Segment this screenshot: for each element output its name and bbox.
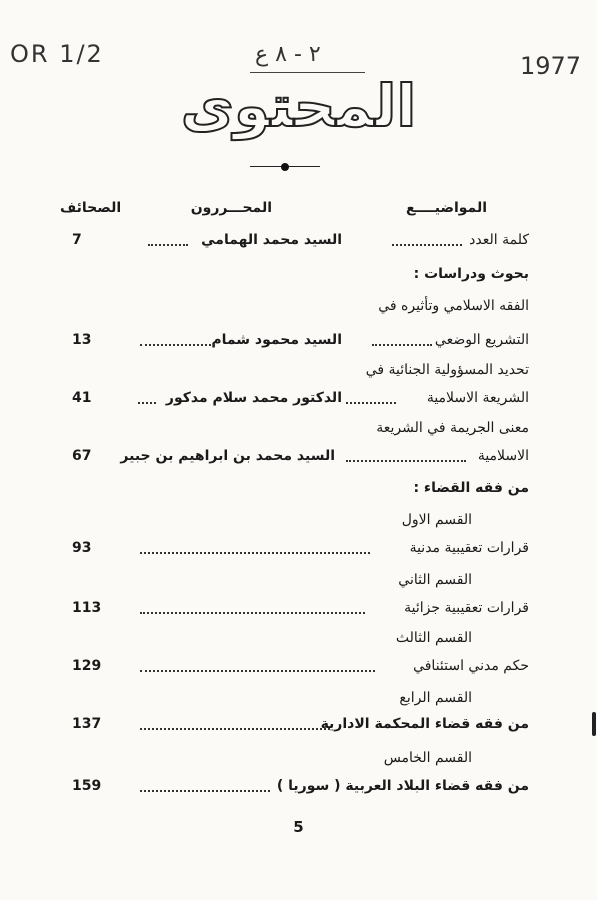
toc-row: [0, 690, 597, 714]
title-ornament: [250, 162, 320, 172]
toc-subject: قرارات تعقيبية مدنية: [409, 540, 529, 556]
toc-page: 113: [72, 600, 102, 616]
handwritten-issue-note: ٢ - ٨ ع: [255, 42, 321, 67]
toc-subject: الاسلامية: [477, 448, 529, 464]
toc-page: 159: [72, 778, 102, 794]
toc-author: السيد محمد الهمامي: [201, 232, 342, 248]
header-editors: المحـــررون: [190, 200, 272, 216]
dot-leader: [392, 244, 462, 246]
toc-page: 137: [72, 716, 102, 732]
toc-subject: الفقه الاسلامي وتأثيره في: [378, 298, 529, 314]
toc-page: 41: [72, 390, 92, 406]
toc-row: [0, 600, 597, 624]
toc-subject: كلمة العدد: [469, 232, 529, 248]
dot-leader: [140, 728, 330, 730]
toc-page: 93: [72, 540, 92, 556]
dot-leader: [148, 244, 188, 246]
toc-row: [0, 778, 597, 802]
toc-subject: من فقه قضاء المحكمة الادارية: [320, 716, 529, 732]
toc-row: [0, 750, 597, 774]
scan-edge-mark: [592, 712, 596, 736]
toc-row: [0, 512, 597, 536]
column-headers: [0, 200, 597, 224]
toc-row: [0, 480, 597, 504]
header-pages: الصحائف: [60, 200, 122, 216]
dot-leader: [140, 790, 270, 792]
toc-part-label: القسم الثاني: [398, 572, 472, 588]
toc-subject: معنى الجريمة في الشريعة: [376, 420, 529, 436]
toc-author: السيد محمد بن ابراهيم بن جبير: [120, 448, 335, 464]
toc-author: الدكتور محمد سلام مدكور: [165, 390, 342, 406]
toc-row: [0, 572, 597, 596]
handwritten-year: 1977: [520, 52, 582, 80]
toc-part-label: القسم الخامس: [383, 750, 472, 766]
dot-leader: [346, 460, 466, 462]
toc-row: [0, 332, 597, 356]
toc-row: [0, 298, 597, 322]
toc-subject: الشريعة الاسلامية: [426, 390, 529, 406]
dot-leader: [140, 670, 375, 672]
toc-subject: حكم مدني استئنافي: [413, 658, 529, 674]
toc-author: السيد محمود شمام: [211, 332, 342, 348]
toc-row: [0, 658, 597, 682]
toc-part-label: القسم الاول: [401, 512, 472, 528]
toc-part-label: القسم الرابع: [399, 690, 472, 706]
page-title: المحتوى: [180, 72, 417, 140]
toc-row: [0, 716, 597, 740]
toc-row: [0, 448, 597, 472]
toc-subject: تحديد المسؤولية الجنائية في: [365, 362, 529, 378]
toc-page: 129: [72, 658, 102, 674]
dot-leader: [138, 402, 156, 404]
toc-row: [0, 266, 597, 290]
dot-leader: [372, 344, 432, 346]
toc-row: [0, 390, 597, 414]
header-subjects: المواضيــــع: [406, 200, 487, 216]
dot-leader: [140, 612, 365, 614]
toc-subject: من فقه قضاء البلاد العربية ( سوريا ): [276, 778, 529, 794]
toc-row: [0, 362, 597, 386]
handwritten-call-number: OR 1/2: [10, 40, 104, 68]
toc-row: [0, 420, 597, 444]
dot-leader: [140, 552, 370, 554]
dot-leader: [140, 344, 215, 346]
toc-page: 67: [72, 448, 92, 464]
toc-row: [0, 232, 597, 256]
toc-row: [0, 540, 597, 564]
toc-page: 7: [72, 232, 82, 248]
toc-page: 13: [72, 332, 92, 348]
toc-part-label: القسم الثالث: [395, 630, 472, 646]
toc-section-heading: من فقه القضاء :: [413, 480, 529, 496]
toc-section-heading: بحوث ودراسات :: [413, 266, 529, 282]
toc-subject: قرارات تعقيبية جزائية: [404, 600, 529, 616]
page-number: 5: [293, 818, 304, 836]
toc-subject: التشريع الوضعي: [434, 332, 529, 348]
toc-row: [0, 630, 597, 654]
dot-leader: [346, 402, 396, 404]
